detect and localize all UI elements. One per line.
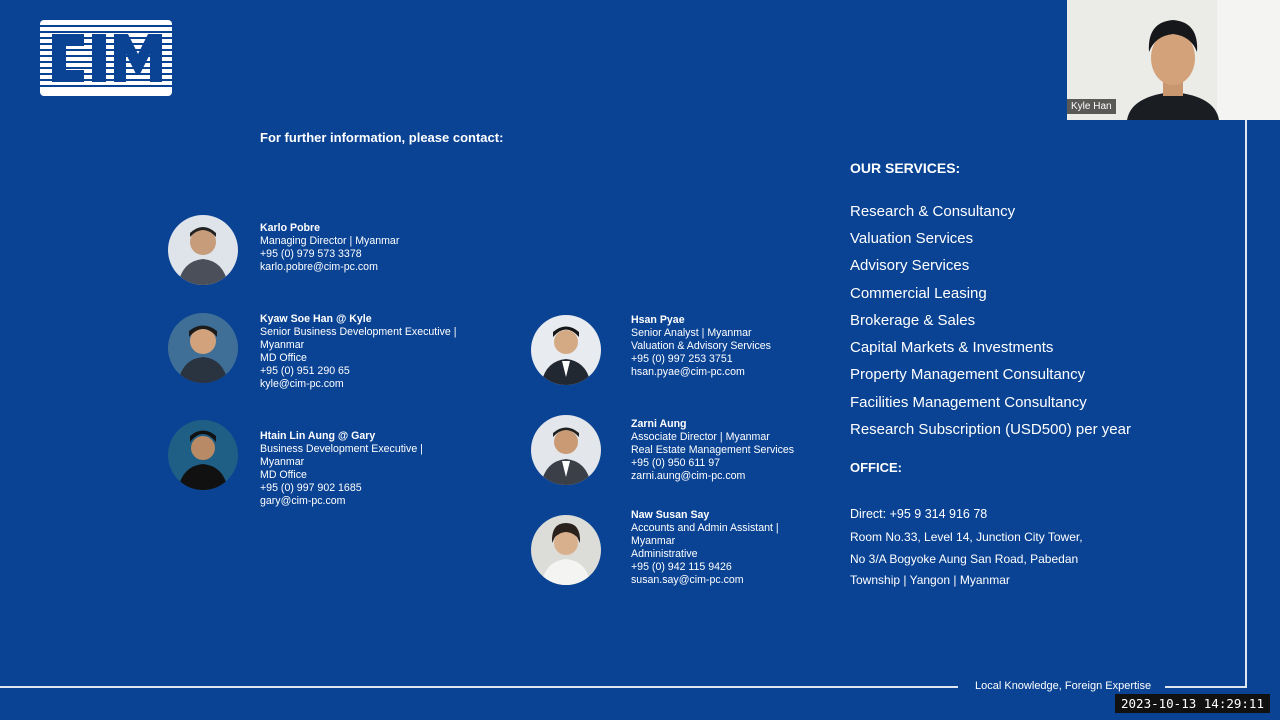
contact-email[interactable]: susan.say@cim-pc.com (631, 574, 744, 586)
office-title: OFFICE: (850, 460, 902, 475)
frame-line-right (1245, 120, 1247, 688)
contact-name: Hsan Pyae (631, 314, 685, 326)
contact-gary (260, 430, 423, 508)
contact-phone: +95 (0) 942 115 9426 (631, 561, 732, 573)
contact-department: Administrative (631, 548, 698, 560)
avatar-kyle (168, 313, 238, 383)
office-address-line: No 3/A Bogyoke Aung San Road, Pabedan (850, 552, 1079, 566)
services-title: OUR SERVICES: (850, 160, 961, 176)
contact-name: Zarni Aung (631, 418, 687, 430)
contact-country: Myanmar (260, 339, 305, 351)
office-address-line: Township | Yangon | Myanmar (850, 573, 1010, 587)
contact-email[interactable]: zarni.aung@cim-pc.com (631, 470, 746, 482)
service-item: Brokerage & Sales (850, 312, 976, 329)
office-address-line: Room No.33, Level 14, Junction City Tower, (850, 530, 1083, 544)
contact-department: Valuation & Advisory Services (631, 340, 771, 352)
contact-title: Senior Analyst | Myanmar (631, 327, 752, 339)
contact-title: Associate Director | Myanmar (631, 431, 770, 443)
contact-name: Karlo Pobre (260, 222, 321, 234)
contact-department: Real Estate Management Services (631, 444, 795, 456)
avatar-gary (168, 420, 238, 490)
service-item: Property Management Consultancy (850, 366, 1086, 383)
service-item: Valuation Services (850, 230, 974, 247)
service-item: Research Subscription (USD500) per year (850, 421, 1131, 438)
contact-country: Myanmar (631, 535, 676, 547)
contact-title: Senior Business Development Executive | (260, 326, 457, 338)
contact-phone: +95 (0) 950 611 97 (631, 457, 721, 469)
tagline: Local Knowledge, Foreign Expertise (975, 680, 1152, 692)
contact-susan (631, 509, 779, 587)
service-item: Facilities Management Consultancy (850, 394, 1087, 411)
contact-name: Naw Susan Say (631, 509, 710, 521)
service-item: Research & Consultancy (850, 203, 1016, 220)
contact-title: Business Development Executive | (260, 443, 423, 455)
office-direct-phone: Direct: +95 9 314 916 78 (850, 507, 988, 521)
contact-email[interactable]: kyle@cim-pc.com (260, 378, 344, 390)
contact-zarni (631, 418, 794, 483)
cim-logo (40, 20, 172, 96)
contact-title: Managing Director | Myanmar (260, 235, 400, 247)
contact-phone: +95 (0) 997 253 3751 (631, 353, 733, 365)
service-item: Capital Markets & Investments (850, 339, 1054, 356)
contact-heading: For further information, please contact: (260, 130, 504, 145)
contact-karlo (260, 222, 399, 274)
contact-country: Myanmar (260, 456, 305, 468)
contact-phone: +95 (0) 997 902 1685 (260, 482, 362, 494)
contact-email[interactable]: karlo.pobre@cim-pc.com (260, 261, 378, 273)
contact-email[interactable]: gary@cim-pc.com (260, 495, 346, 507)
avatar-karlo (168, 215, 238, 285)
participant-name-label: Kyle Han (1067, 99, 1116, 114)
contact-name: Htain Lin Aung @ Gary (260, 430, 376, 442)
contact-department: MD Office (260, 352, 307, 364)
contact-phone: +95 (0) 951 290 65 (260, 365, 350, 377)
contact-hsan (631, 314, 771, 379)
contact-department: MD Office (260, 469, 307, 481)
service-item: Commercial Leasing (850, 285, 987, 302)
frame-line-bottom-right (1165, 686, 1247, 688)
service-item: Advisory Services (850, 257, 970, 274)
avatar-zarni (531, 415, 601, 485)
contact-title: Accounts and Admin Assistant | (631, 522, 779, 534)
frame-line-bottom (0, 686, 958, 688)
avatar-hsan (531, 315, 601, 385)
contact-email[interactable]: hsan.pyae@cim-pc.com (631, 366, 745, 378)
avatar-susan (531, 515, 601, 585)
contact-phone: +95 (0) 979 573 3378 (260, 248, 362, 260)
contact-kyle (260, 313, 456, 391)
timestamp: 2023-10-13 14:29:11 (1115, 694, 1270, 713)
contact-name: Kyaw Soe Han @ Kyle (260, 313, 372, 325)
